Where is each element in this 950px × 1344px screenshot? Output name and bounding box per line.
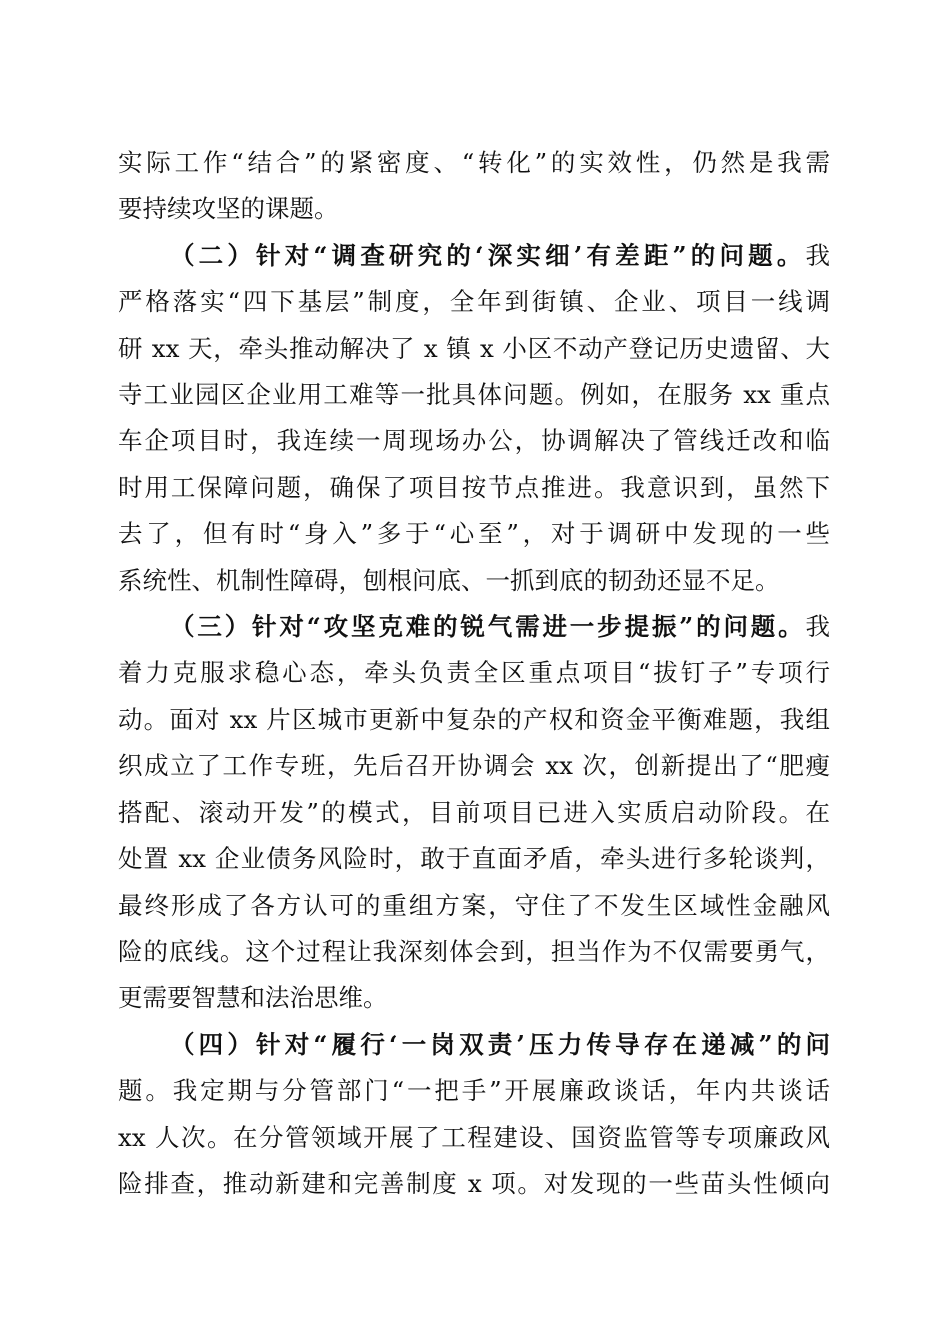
paragraph-first-line	[118, 233, 830, 279]
text-line: 寺工业园区企业用工难等一批具体问题。例如，在服务 xx 重点	[118, 380, 830, 410]
paragraph-section-3	[118, 604, 830, 1022]
text-fragment: 我	[805, 612, 830, 642]
section-heading: （三）针对“攻坚克难的锐气需进一步提振”的问题。	[170, 612, 806, 642]
text-line: 险排查，推动新建和完善制度 x 项。对发现的一些苗头性倾向	[118, 1168, 830, 1198]
text-line: 搭配、滚动开发”的模式，目前项目已进入实质启动阶段。在	[118, 797, 830, 827]
paragraph-section-4	[118, 1022, 830, 1208]
text-line: 车企项目时，我连续一周现场办公，协调解决了管线迁改和临	[118, 426, 830, 456]
section-heading: （四）针对“履行‘一岗双责’压力传导存在递减”的问	[170, 1029, 830, 1059]
text-line: 险的底线。这个过程让我深刻体会到，担当作为不仅需要勇气，	[118, 936, 830, 966]
document-body	[118, 140, 830, 1207]
text-line: 要持续攻坚的课题。	[118, 194, 339, 224]
text-line: 研 xx 天，牵头推动解决了 x 镇 x 小区不动产登记历史遗留、大	[118, 333, 830, 363]
text-line: 织成立了工作专班，先后召开协调会 xx 次，创新提出了“肥瘦	[118, 751, 830, 781]
text-line: 系统性、机制性障碍，刨根问底、一抓到底的韧劲还显不足。	[118, 565, 780, 595]
text-line: 严格落实“四下基层”制度，全年到街镇、企业、项目一线调	[118, 287, 830, 317]
text-line: xx 人次。在分管领域开展了工程建设、国资监管等专项廉政风	[118, 1122, 830, 1152]
text-line: 去了，但有时“身入”多于“心至”，对于调研中发现的一些	[118, 519, 830, 549]
paragraph-section-2	[118, 233, 830, 604]
paragraph-first-line	[118, 1022, 830, 1068]
text-line: 时用工保障问题，确保了项目按节点推进。我意识到，虽然下	[118, 472, 830, 502]
text-line: 着力克服求稳心态，牵头负责全区重点项目“拔钉子”专项行	[118, 658, 830, 688]
text-fragment: 我	[805, 240, 830, 270]
text-line: 动。面对 xx 片区城市更新中复杂的产权和资金平衡难题，我组	[118, 704, 830, 734]
text-line: 处置 xx 企业债务风险时，敢于直面矛盾，牵头进行多轮谈判，	[118, 844, 830, 874]
text-line: 实际工作“结合”的紧密度、“转化”的实效性，仍然是我需	[118, 148, 830, 177]
text-line: 更需要智慧和法治思维。	[118, 983, 388, 1013]
text-line: 题。我定期与分管部门“一把手”开展廉政谈话，年内共谈话	[118, 1076, 830, 1106]
paragraph-first-line	[118, 604, 830, 650]
section-heading: （二）针对“调查研究的‘深实细’有差距”的问题。	[170, 240, 806, 270]
text-line: 最终形成了各方认可的重组方案，守住了不发生区域性金融风	[118, 890, 830, 920]
paragraph-continuation	[118, 140, 830, 233]
